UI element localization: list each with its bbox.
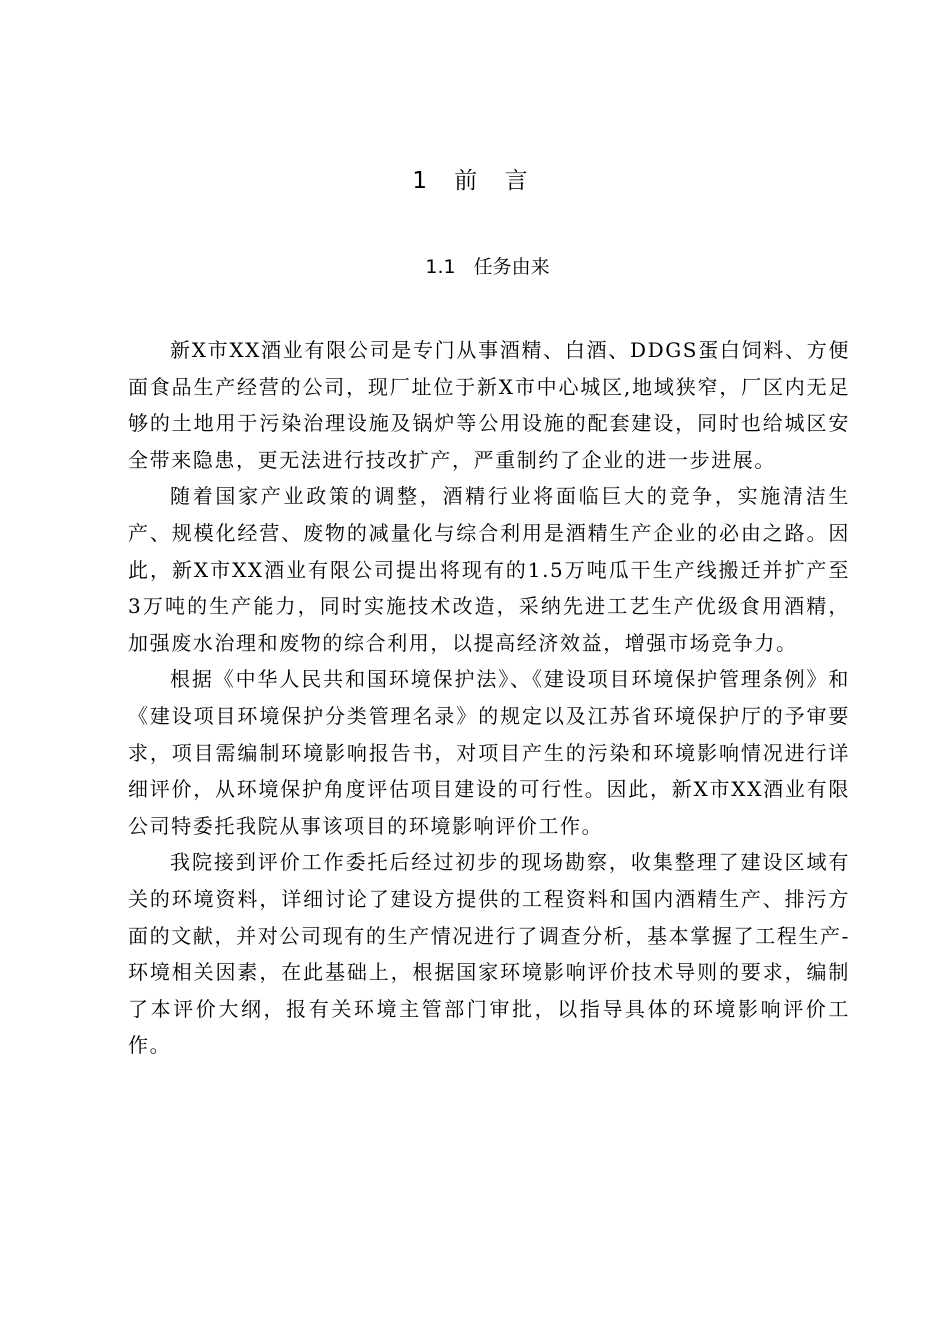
paragraph-4: 我院接到评价工作委托后经过初步的现场勘察，收集整理了建设区域有关的环境资料，详细讨论了建设方提供的工程资料和国内酒精生产、排污方面的文献，并对公司现有的生产情况进行了调查分析，基本掌握了工程生产-环境相关因素，在此基础上，根据国家环境影响评价技术导则的要求，编制了本评价大纲，报有关环境主管部门审批，以指导具体的环境影响评价工作。 — [128, 850, 850, 1058]
paragraph-1: 新X市XX酒业有限公司是专门从事酒精、白酒、DDGS蛋白饲料、方便面食品生产经营的公司，现厂址位于新X市中心城区,地域狭窄，厂区内无足够的土地用于污染治理设施及锅炉等公用设施的配套建设，同时也给城区安全带来隐患，更无法进行技改扩产，严重制约了企业的进一步进展。 — [128, 338, 850, 472]
chapter-title: 1 前 言 — [412, 168, 538, 194]
section-heading — [0, 253, 950, 281]
section-number: 1.1 — [425, 256, 456, 278]
paragraph-3: 根据《中华人民共和国环境保护法》、《建设项目环境保护管理条例》和《建设项目环境保护分类管理名录》的规定以及江苏省环境保护厅的予审要求，项目需编制环境影响报告书，对项目产生的污染和环境影响情况进行详细评价，从环境保护角度评估项目建设的可行性。因此，新X市XX酒业有限公司特委托我院从事该项目的环境影响评价工作。 — [128, 667, 850, 838]
body-text — [128, 332, 850, 1064]
paragraph-2: 随着国家产业政策的调整，酒精行业将面临巨大的竞争，实施清洁生产、规模化经营、废物的减量化与综合利用是酒精生产企业的必由之路。因此，新X市XX酒业有限公司提出将现有的1.5万吨瓜干生产线搬迁并扩产至3万吨的生产能力，同时实施技术改造，采纳先进工艺生产优级食用酒精，加强废水治理和废物的综合利用，以提高经济效益，增强市场竞争力。 — [128, 484, 850, 655]
section-title: 任务由来 — [473, 256, 550, 278]
